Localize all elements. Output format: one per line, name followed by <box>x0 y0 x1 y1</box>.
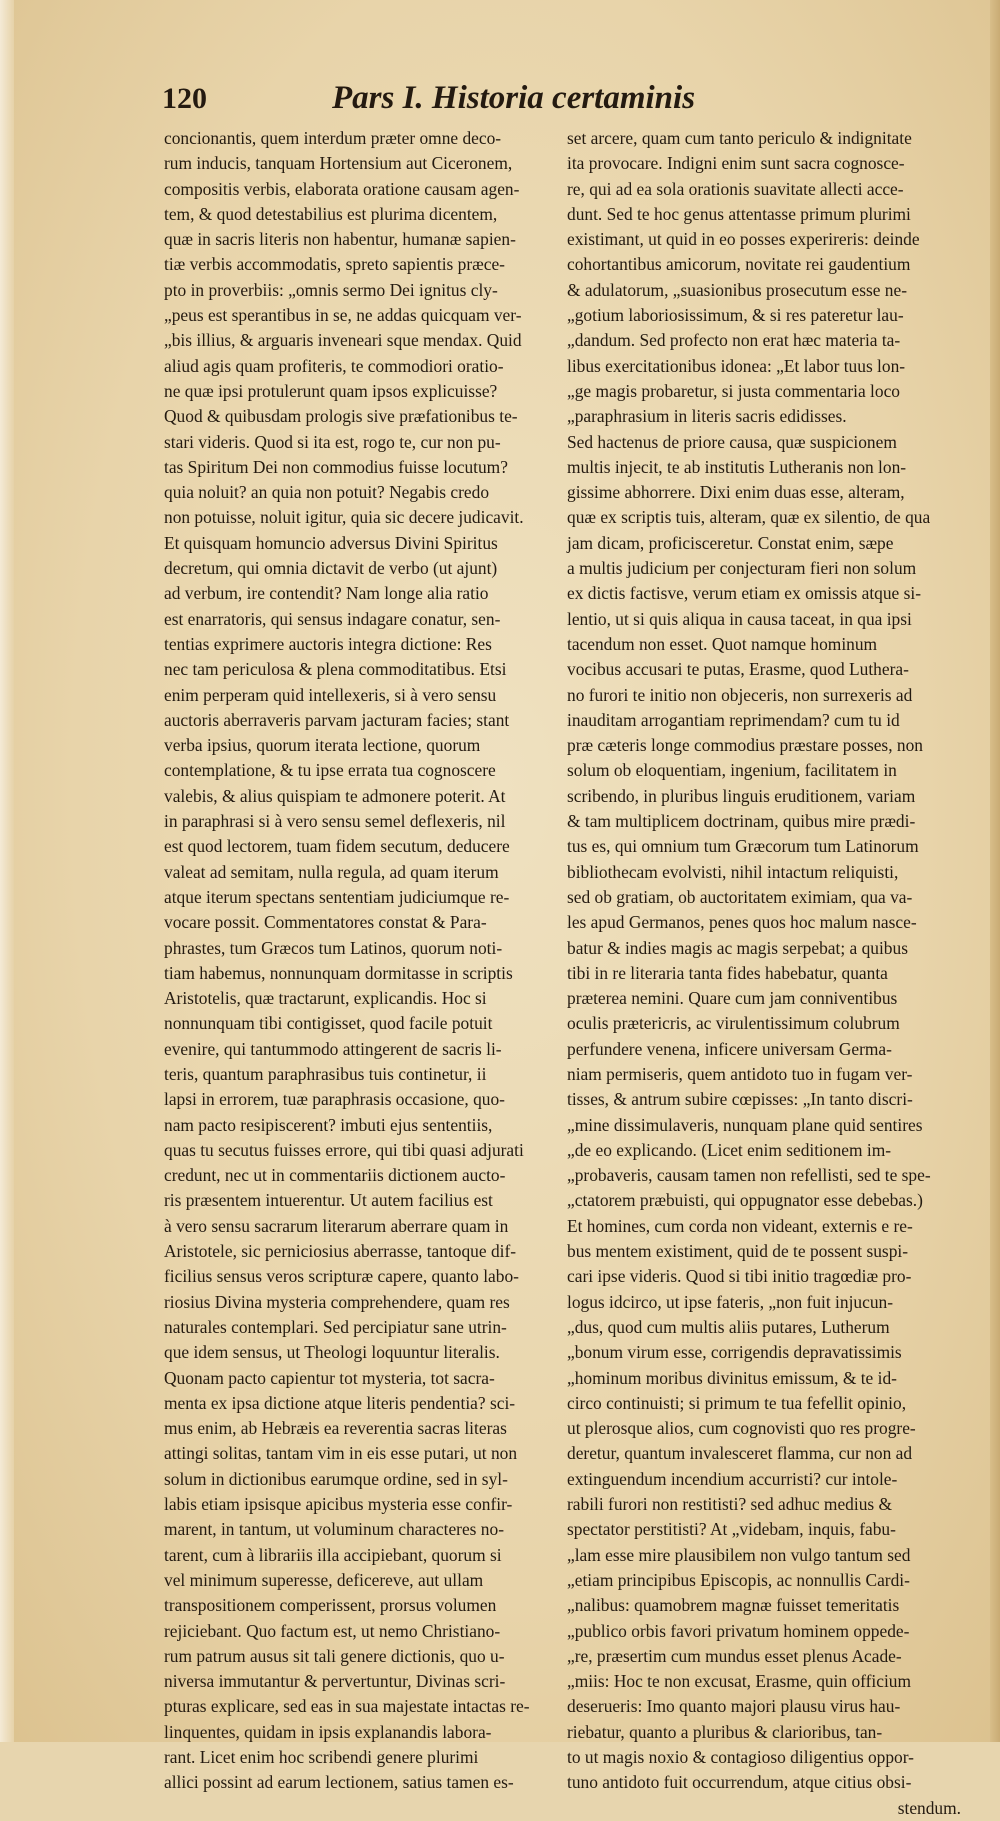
text-line: tentias exprimere auctoris integra dictione: Res <box>164 633 492 654</box>
text-line: linquentes, quidam in ipsis explanandis labora- <box>164 1721 492 1742</box>
text-line: tisses, & antrum subire cœpisses: „In tanto discri- <box>567 1089 913 1110</box>
text-line: aliud agis quam profiteris, te commodiori oratio- <box>164 355 504 376</box>
text-line: quæ ex scriptis tuis, alteram, quæ ex silentio, de qua <box>567 507 931 528</box>
text-line: Quod & quibusdam prologis sive præfationibus te- <box>164 406 518 427</box>
text-line: phrastes, tum Græcos tum Latinos, quorum noti- <box>164 937 503 958</box>
text-line: stari videris. Quod si ita est, rogo te, cur non pu- <box>164 431 501 452</box>
running-title: Pars I. Historia certaminis <box>332 80 696 116</box>
page-edge-right <box>990 0 1000 1742</box>
text-line: deretur, quantum invalesceret flamma, cur non ad <box>567 1443 913 1464</box>
text-line: tiam habemus, nonnunquam dormitasse in scriptis <box>164 962 513 983</box>
text-line: „etiam principibus Episcopis, ac nonnullis Cardi- <box>567 1569 910 1590</box>
text-line: circo continuisti; si primum te tua fefellit opinio, <box>567 1392 907 1413</box>
text-line: ne quæ ipsi protulerunt quam ipsos explicuisse? <box>164 380 498 401</box>
text-line: rejiciebant. Quo factum est, ut nemo Christiano- <box>164 1620 501 1641</box>
text-line: „peus est sperantibus in se, ne addas quicquam ver- <box>164 305 522 326</box>
text-line: ris præsentem intuerentur. Ut autem facilius est <box>164 1190 493 1211</box>
text-line: sed ob gratiam, ob auctoritatem eximiam, qua va- <box>567 886 913 907</box>
text-line: atque iterum spectans sententiam judiciumque re- <box>164 886 510 907</box>
text-line: transpositionem comperissent, prorsus volumen <box>164 1595 497 1616</box>
text-line: pto in proverbiis: „omnis sermo Dei ignitus cly- <box>164 279 498 300</box>
text-line: est enarratoris, qui sensus indagare conatur, sen- <box>164 608 501 629</box>
text-line: rum patrum ausus sit tali genere dictionis, quo u- <box>164 1645 505 1666</box>
text-line: „bis illius, & arguaris inveneari sque mendax. Quid <box>164 330 522 351</box>
text-line: vocibus accusari te putas, Erasme, quod Luthera- <box>567 659 909 680</box>
text-line: Et quisquam homuncio adversus Divini Spiritus <box>164 532 498 553</box>
page-edge-left <box>0 0 14 1742</box>
text-line: no furori te initio non objeceris, non surrexeris ad <box>567 684 913 705</box>
text-line: Aristotelis, quæ tractarunt, explicandis. Hoc si <box>164 988 487 1009</box>
text-line: auctoris aberraveris parvam jacturam facies; stant <box>164 709 510 730</box>
text-line: verba ipsius, quorum iterata lectione, quorum <box>164 735 481 756</box>
page-header <box>162 80 702 124</box>
text-line: Quonam pacto capientur tot mysteria, tot sacra- <box>164 1367 495 1388</box>
text-line: quia noluit? an quia non potuit? Negabis credo <box>164 482 490 503</box>
text-line: deserueris: Imo quanto majori plausu virus hau- <box>567 1696 901 1717</box>
text-line: cohortantibus amicorum, novitate rei gaudentium <box>567 254 911 275</box>
text-line: evenire, qui tantummodo attingerent de sacris li- <box>164 1038 502 1059</box>
text-line: „gotium laboriosissimum, & si res pateretur lau- <box>567 305 904 326</box>
text-line: batur & indies magis ac magis serpebat; a quibus <box>567 937 908 958</box>
text-line: inauditam arrogantiam reprimendam? cum tu id <box>567 709 900 730</box>
text-line: „bonum virum esse, corrigendis depravatissimis <box>567 1342 902 1363</box>
text-line: „ctatorem præbuisti, qui oppugnator esse debebas.) <box>567 1190 923 1211</box>
text-line: set arcere, quam cum tanto periculo & indignitate <box>567 128 912 148</box>
text-line: teris, quantum paraphrasibus tuis continetur, ii <box>164 1063 487 1084</box>
text-line: logus idcirco, ut ipse fateris, „non fuit injucun- <box>567 1291 893 1312</box>
text-line: a multis judicium per conjecturam fieri non solum <box>567 558 917 579</box>
text-line: „publico orbis favori privatum hominem oppede- <box>567 1620 910 1641</box>
text-line: existimant, ut quid in eo posses experireris: deinde <box>567 229 920 250</box>
text-line: extinguendum incendium accurristi? cur intole- <box>567 1468 898 1489</box>
text-line: „mine dissimulaveris, nunquam plane quid sentires <box>567 1114 923 1135</box>
text-line: jam dicam, proficisceretur. Constat enim, sæpe <box>567 532 894 553</box>
text-line: compositis verbis, elaborata oratione causam agen- <box>164 178 520 199</box>
text-line: mus enim, ab Hebræis ea reverentia sacras literas <box>164 1418 507 1439</box>
text-line: marent, in tantum, ut voluminum characteres no- <box>164 1519 504 1540</box>
text-line: „probaveris, causam tamen non refellisti, sed te spe- <box>567 1165 931 1186</box>
text-line: est quod lectorem, tuam fidem secutum, deducere <box>164 836 510 857</box>
text-line: „nalibus: quamobrem magnæ fuisset temeritatis <box>567 1595 900 1616</box>
text-line: pturas explicare, sed eas in sua majestate intactas re- <box>164 1696 530 1717</box>
text-line: solum ob eloquentiam, ingenium, facilitatem in <box>567 760 897 781</box>
text-line: credunt, nec ut in commentariis dictionem aucto- <box>164 1165 506 1186</box>
text-line: ex dictis factisve, verum etiam ex omissis atque si- <box>567 583 922 604</box>
text-line: Et homines, cum corda non videant, externis e re- <box>567 1215 913 1236</box>
text-line: „dus, quod cum multis aliis putares, Lutherum <box>567 1316 890 1337</box>
text-line: gissime abhorrere. Dixi enim duas esse, alteram, <box>567 482 905 503</box>
text-line: quas tu secutus fuisses errore, qui tibi quasi adjurati <box>164 1139 524 1160</box>
text-line: nec tam periculosa & plena commoditatibus. Etsi <box>164 659 507 680</box>
text-line: rum inducis, tanquam Hortensium aut Ciceronem, <box>164 153 513 174</box>
text-line: perfundere venena, inficere universam Germa- <box>567 1038 892 1059</box>
text-line: lentio, ut si quis aliqua in causa taceat, in qua ipsi <box>567 608 912 629</box>
text-line: contemplatione, & tu ipse errata tua cognoscere <box>164 760 496 781</box>
text-line: que idem sensus, ut Theologi loquuntur literalis. <box>164 1342 500 1363</box>
text-line: multis injecit, te ab institutis Lutheranis non lon- <box>567 456 907 477</box>
text-line: scribendo, in pluribus linguis eruditionem, variam <box>567 785 916 806</box>
text-line: valebis, & alius quispiam te admonere poterit. At <box>164 785 506 806</box>
text-line: „miis: Hoc te non excusat, Erasme, quin officium <box>567 1671 912 1692</box>
text-line: lapsi in errorem, tuæ paraphrasis occasione, quo- <box>164 1089 505 1110</box>
text-line: „ge magis probaretur, si justa commentaria loco <box>567 380 900 401</box>
text-line: quæ in sacris literis non habentur, humanæ sapien- <box>164 229 516 250</box>
page-number: 120 <box>162 82 207 115</box>
text-line: in paraphrasi si à vero sensu semel deflexeris, nil <box>164 811 506 832</box>
text-line: vel minimum superesse, deficereve, aut ullam <box>164 1569 484 1590</box>
text-line: rabili furori non restitisti? sed adhuc medius & <box>567 1494 893 1515</box>
text-line: præ cæteris longe commodius præstare posses, non <box>567 735 923 756</box>
text-line: riosius Divina mysteria comprehendere, quam res <box>164 1291 510 1312</box>
text-line: non potuisse, noluit igitur, quia sic decere judicavit. <box>164 507 524 528</box>
text-line: ut plerosque alios, cum cognovisti quo res progre- <box>567 1418 916 1439</box>
text-line: re, qui ad ea sola orationis suavitate allecti acce- <box>567 178 904 199</box>
text-line: tuno antidoto fuit occurrendum, atque citius obsi- <box>567 1772 912 1793</box>
text-line: nonnunquam tibi contigisset, quod facile potuit <box>164 1013 493 1034</box>
text-column-right <box>567 126 961 1821</box>
text-line: tus es, qui omnium tum Græcorum tum Latinorum <box>567 836 919 857</box>
text-line: tacendum non esset. Quot namque hominum <box>567 633 878 654</box>
text-line: & adulatorum, „suasionibus prosecutum esse ne- <box>567 279 908 300</box>
text-line: ficilius sensus veros scripturæ capere, quanto labo- <box>164 1266 519 1287</box>
text-line: enim perperam quid intellexeris, si à vero sensu <box>164 684 497 705</box>
text-line: stendum. <box>897 1797 961 1818</box>
text-line: vocare possit. Commentatores constat & Para- <box>164 912 487 933</box>
text-line: „dandum. Sed profecto non erat hæc materia ta- <box>567 330 901 351</box>
text-line: Sed hactenus de priore causa, quæ suspicionem <box>567 431 897 452</box>
text-line: tibi in re literaria tanta fides habebatur, quanta <box>567 962 888 983</box>
text-line: oculis prætericris, ac virulentissimum colubrum <box>567 1013 900 1034</box>
text-column-left <box>164 126 558 1796</box>
text-line: „re, præsertim cum mundus esset plenus Acade- <box>567 1645 902 1666</box>
text-line: bibliothecam evolvisti, nihil intactum reliquisti, <box>567 861 899 882</box>
text-line: ita provocare. Indigni enim sunt sacra cognosce- <box>567 153 905 174</box>
text-line: menta ex ipsa dictione atque literis pendentia? sci- <box>164 1392 516 1413</box>
text-line: tem, & quod detestabilius est plurima dicentem, <box>164 203 498 224</box>
text-line: „paraphrasium in literis sacris edidisses. <box>567 406 847 427</box>
text-line: dunt. Sed te hoc genus attentasse primum plurimi <box>567 203 911 224</box>
text-line: valeat ad semitam, nulla regula, ad quam iterum <box>164 861 499 882</box>
text-line: ad verbum, ire contendit? Nam longe alia ratio <box>164 583 489 604</box>
text-line: præterea nemini. Quare cum jam conniventibus <box>567 988 898 1009</box>
text-line: naturales contemplari. Sed percipiatur sane utrin- <box>164 1316 507 1337</box>
text-line: niam permiseris, quem antidoto tuo in fugam ver- <box>567 1063 913 1084</box>
text-line: „hominum moribus divinitus emissum, & te id- <box>567 1367 897 1388</box>
text-line: allici possint ad earum lectionem, satius tamen es- <box>164 1772 514 1793</box>
text-line: labis etiam ipsisque apicibus mysteria esse confir- <box>164 1494 513 1515</box>
text-line: bus mentem existiment, quid de te possent suspi- <box>567 1241 909 1262</box>
text-line: attingi solitas, tantam vim in eis esse putari, ut non <box>164 1443 518 1464</box>
text-line: nam pacto resipiscerent? imbuti ejus sententiis, <box>164 1114 493 1135</box>
text-line: Aristotele, sic perniciosius aberrasse, tantoque dif- <box>164 1241 517 1262</box>
text-line: „de eo explicando. (Licet enim seditionem im- <box>567 1139 892 1160</box>
text-line: niversa immutantur & pervertuntur, Divinas scri- <box>164 1671 506 1692</box>
text-line: „lam esse mire plausibilem non vulgo tantum sed <box>567 1544 911 1565</box>
text-line: spectator perstitisti? At „videbam, inquis, fabu- <box>567 1519 896 1540</box>
text-line: tas Spiritum Dei non commodius fuisse locutum? <box>164 456 508 477</box>
text-line: to ut magis noxio & contagioso diligentius oppor- <box>567 1747 914 1767</box>
text-line: rant. Licet enim hoc scribendi genere plurimi <box>164 1747 479 1767</box>
text-line: tarent, cum à librariis illa accipiebant, quorum si <box>164 1544 502 1565</box>
text-line: à vero sensu sacrarum literarum aberrare quam in <box>164 1215 509 1236</box>
text-line: tiæ verbis accommodatis, spreto sapientis præce- <box>164 254 505 275</box>
text-line: & tam multiplicem doctrinam, quibus mire prædi- <box>567 811 916 832</box>
text-line: decretum, qui omnia dictavit de verbo (ut ajunt) <box>164 558 498 579</box>
text-line: solum in dictionibus earumque ordine, sed in syl- <box>164 1468 508 1489</box>
text-line: libus exercitationibus idonea: „Et labor tuus lon- <box>567 355 906 376</box>
text-line: concionantis, quem interdum præter omne deco- <box>164 128 502 148</box>
text-line: les apud Germanos, penes quos hoc malum nasce- <box>567 912 917 933</box>
text-line: riebatur, quanto a pluribus & clarioribus, tan- <box>567 1721 883 1742</box>
text-line: cari ipse videris. Quod si tibi initio tragœdiæ pro- <box>567 1266 912 1287</box>
